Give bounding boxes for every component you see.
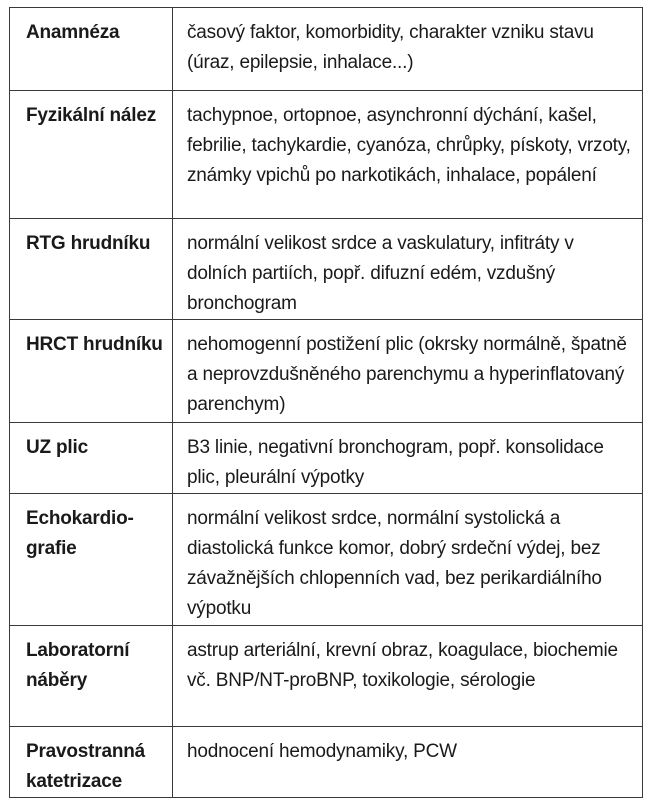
table-row bbox=[10, 626, 643, 727]
table-row bbox=[10, 423, 643, 494]
row-value: normální velikost srdce a vaskulatury, infitráty v dolních partiích, popř. difuzní edém, vzdušný bronchogram bbox=[173, 219, 643, 320]
row-label: Echokardio-grafie bbox=[10, 494, 173, 626]
row-value: B3 linie, negativní bronchogram, popř. konsolidace plic, pleurální výpotky bbox=[173, 423, 643, 494]
row-value: tachypnoe, ortopnoe, asynchronní dýchání, kašel, febrilie, tachykardie, cyanóza, chrůpky, pískoty, vrzoty, známky vpichů po narkotikách, inhalace, popálení bbox=[173, 91, 643, 219]
row-value: nehomogenní postižení plic (okrsky normálně, špatně a neprovzdušněného parenchymu a hyperinflatovaný parenchym) bbox=[173, 320, 643, 423]
row-value: časový faktor, komorbidity, charakter vzniku stavu (úraz, epilepsie, inhalace...) bbox=[173, 8, 643, 91]
row-label: Anamnéza bbox=[10, 8, 173, 91]
table-row bbox=[10, 219, 643, 320]
table-row bbox=[10, 494, 643, 626]
row-label: HRCT hrudníku bbox=[10, 320, 173, 423]
row-label: UZ plic bbox=[10, 423, 173, 494]
table-row bbox=[10, 91, 643, 219]
table-row bbox=[10, 320, 643, 423]
table-row bbox=[10, 8, 643, 91]
row-label: Laboratorní náběry bbox=[10, 626, 173, 727]
row-value: hodnocení hemodynamiky, PCW bbox=[173, 727, 643, 798]
row-label: Pravostranná katetrizace bbox=[10, 727, 173, 798]
table-row bbox=[10, 727, 643, 798]
diagnostic-table bbox=[9, 7, 643, 798]
row-label: RTG hrudníku bbox=[10, 219, 173, 320]
row-label: Fyzikální nález bbox=[10, 91, 173, 219]
row-value: normální velikost srdce, normální systolická a diastolická funkce komor, dobrý srdeční výdej, bez závažnějších chlopenních vad, bez perikardiálního výpotku bbox=[173, 494, 643, 626]
row-value: astrup arteriální, krevní obraz, koagulace, biochemie vč. BNP/NT-proBNP, toxikologie, sérologie bbox=[173, 626, 643, 727]
